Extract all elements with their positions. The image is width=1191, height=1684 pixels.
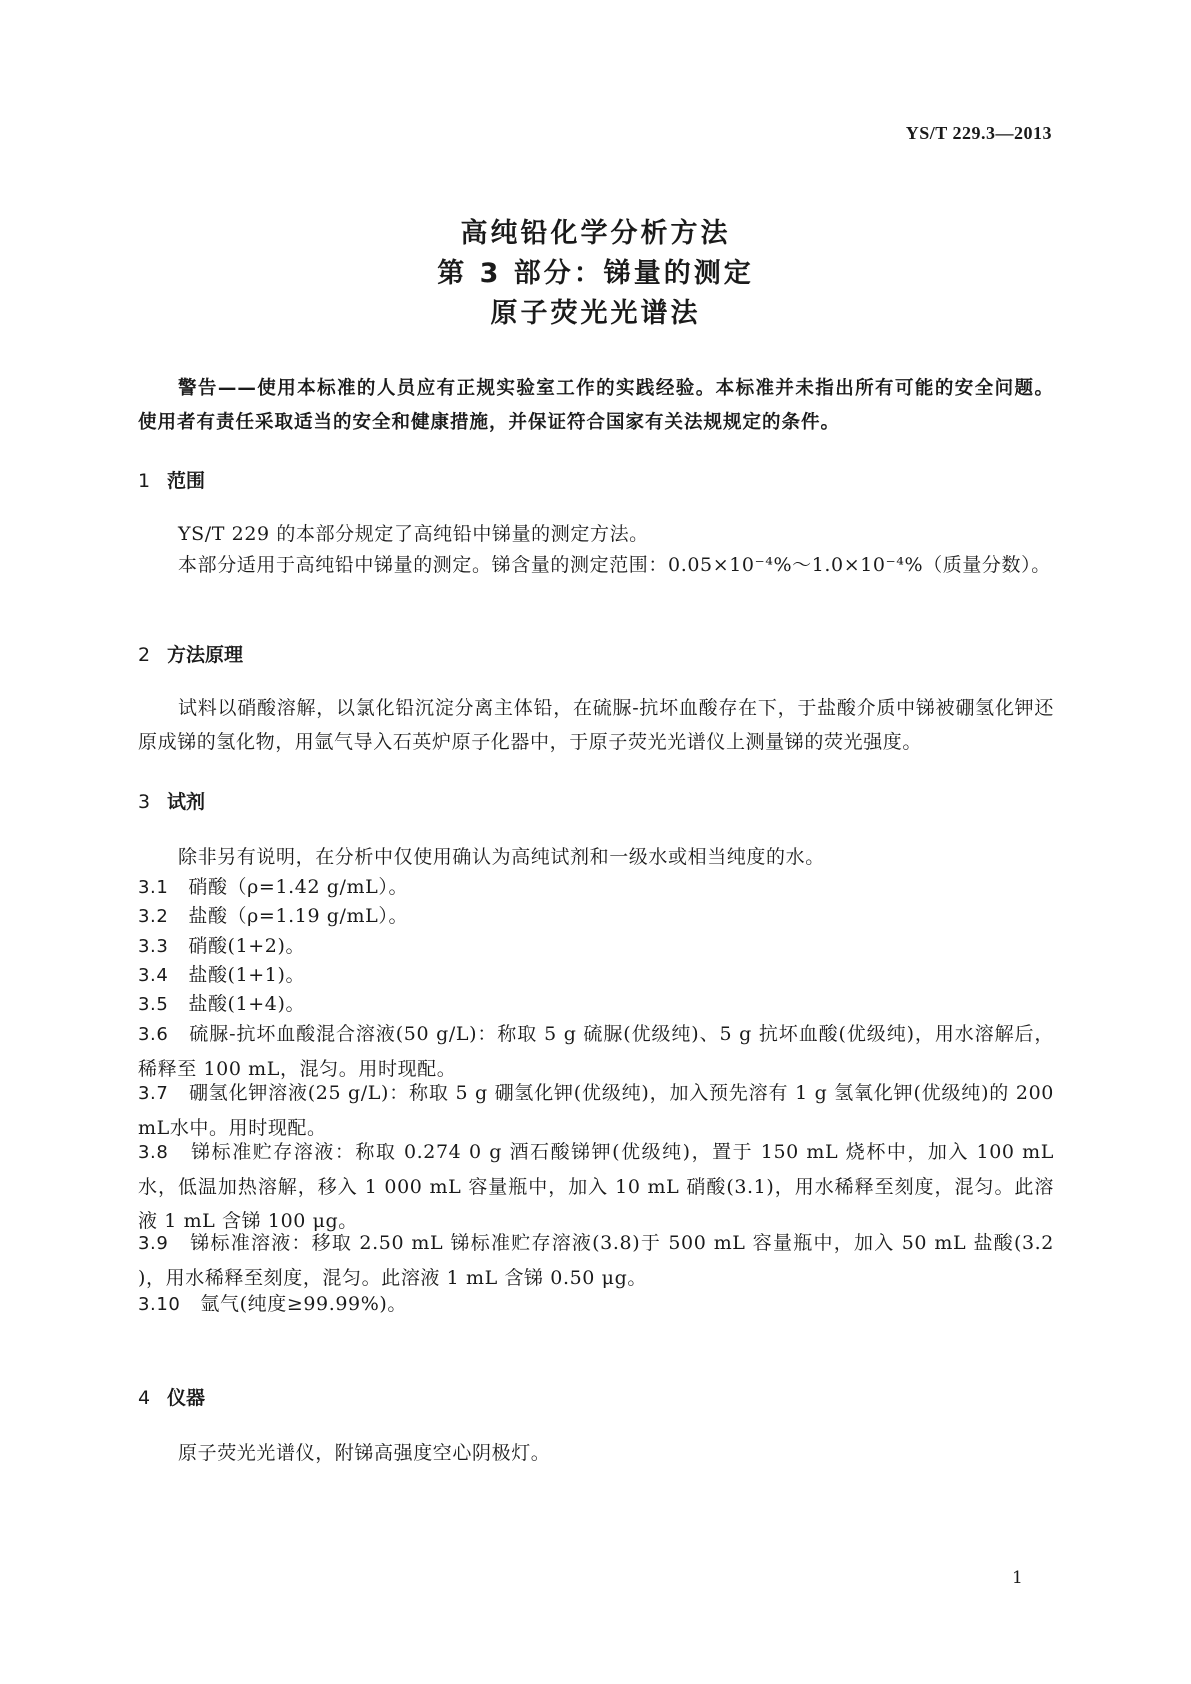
item-text: 硝酸(1+2)。 [188,935,306,957]
title-line-3: 原子荧光光谱法 [490,298,701,329]
item-number: 3.10 [138,1294,181,1315]
item-text: 硝酸（ρ=1.42 g/mL）。 [188,876,409,898]
item-number: 3.1 [138,877,169,898]
item-number: 3.9 [138,1233,169,1254]
section-heading-1 [138,466,205,493]
item-number: 3.6 [138,1024,169,1045]
section-heading-2 [138,640,243,667]
item-number: 3.8 [138,1142,169,1163]
paragraph: 试料以硝酸溶解，以氯化铅沉淀分离主体铅，在硫脲-抗坏血酸存在下，于盐酸介质中锑被硼氢化钾还原成锑的氢化物，用氩气导入石英炉原子化器中，于原子荧光光谱仪上测量锑的荧光强度。 [138,697,1054,753]
item-text: 锑标准贮存溶液：称取 0.274 0 g 酒石酸锑钾(优级纯)，置于 150 mL 烧杯中，加入 100 mL 水，低温加热溶解，移入 1 000 mL 容量瓶中，加入 10 mL 硝酸(3.1)，用水稀释至刻度，混匀。此溶液 1 mL 含锑 100 μg。 [138,1141,1054,1232]
reagent-item [138,1226,1054,1295]
item-number: 3.7 [138,1083,169,1104]
item-number: 3.3 [138,936,169,957]
item-text: 硼氢化钾溶液(25 g/L)：称取 5 g 硼氢化钾(优级纯)，加入预先溶有 1 g 氢氧化钾(优级纯)的 200 mL水中。用时现配。 [138,1082,1054,1139]
section-title: 方法原理 [167,644,244,666]
item-number: 3.5 [138,994,169,1015]
section-number: 4 [138,1387,151,1409]
paragraph: 除非另有说明，在分析中仅使用确认为高纯试剂和一级水或相当纯度的水。 [178,846,825,868]
item-text: 盐酸（ρ=1.19 g/mL）。 [188,905,409,927]
section-title: 范围 [167,470,206,492]
warning-paragraph: 警告——使用本标准的人员应有正规实验室工作的实践经验。本标准并未指出所有可能的安全问题。使用者有责任采取适当的安全和健康措施，并保证符合国家有关法规规定的条件。 [138,378,1054,433]
section-title: 试剂 [167,791,206,813]
section-heading-4 [138,1383,205,1410]
item-number: 3.4 [138,965,169,986]
title-line-1: 高纯铅化学分析方法 [460,218,731,249]
standard-code: YS/T 229.3—2013 [905,123,1052,143]
section-number: 2 [138,644,151,666]
item-text: 氩气(纯度≥99.99%)。 [200,1293,407,1315]
section-title: 仪器 [167,1387,206,1409]
item-text: 盐酸(1+1)。 [188,964,306,986]
reagent-item [138,1287,1054,1322]
title-line-2: 第 3 部分：锑量的测定 [437,258,754,289]
paragraph: 原子荧光光谱仪，附锑高强度空心阴极灯。 [178,1442,551,1464]
paragraph: YS/T 229 的本部分规定了高纯铅中锑量的测定方法。 [178,523,649,545]
item-text: 盐酸(1+4)。 [188,993,306,1015]
section-heading-3 [138,787,205,814]
section-number: 3 [138,791,151,813]
reagent-item [138,1135,1054,1238]
item-number: 3.2 [138,906,169,927]
paragraph: 本部分适用于高纯铅中锑量的测定。锑含量的测定范围：0.05×10⁻⁴%～1.0×10⁻⁴%（质量分数）。 [178,554,1051,576]
section-number: 1 [138,470,151,492]
item-text: 硫脲-抗坏血酸混合溶液(50 g/L)：称取 5 g 硫脲(优级纯)、5 g 抗坏血酸(优级纯)，用水溶解后，稀释至 100 mL，混匀。用时现配。 [138,1023,1054,1080]
item-text: 锑标准溶液：移取 2.50 mL 锑标准贮存溶液(3.8)于 500 mL 容量瓶中，加入 50 mL 盐酸(3.2 )，用水稀释至刻度，混匀。此溶液 1 mL 含锑 0.50 μg。 [138,1232,1054,1289]
page-number: 1 [1012,1568,1023,1588]
